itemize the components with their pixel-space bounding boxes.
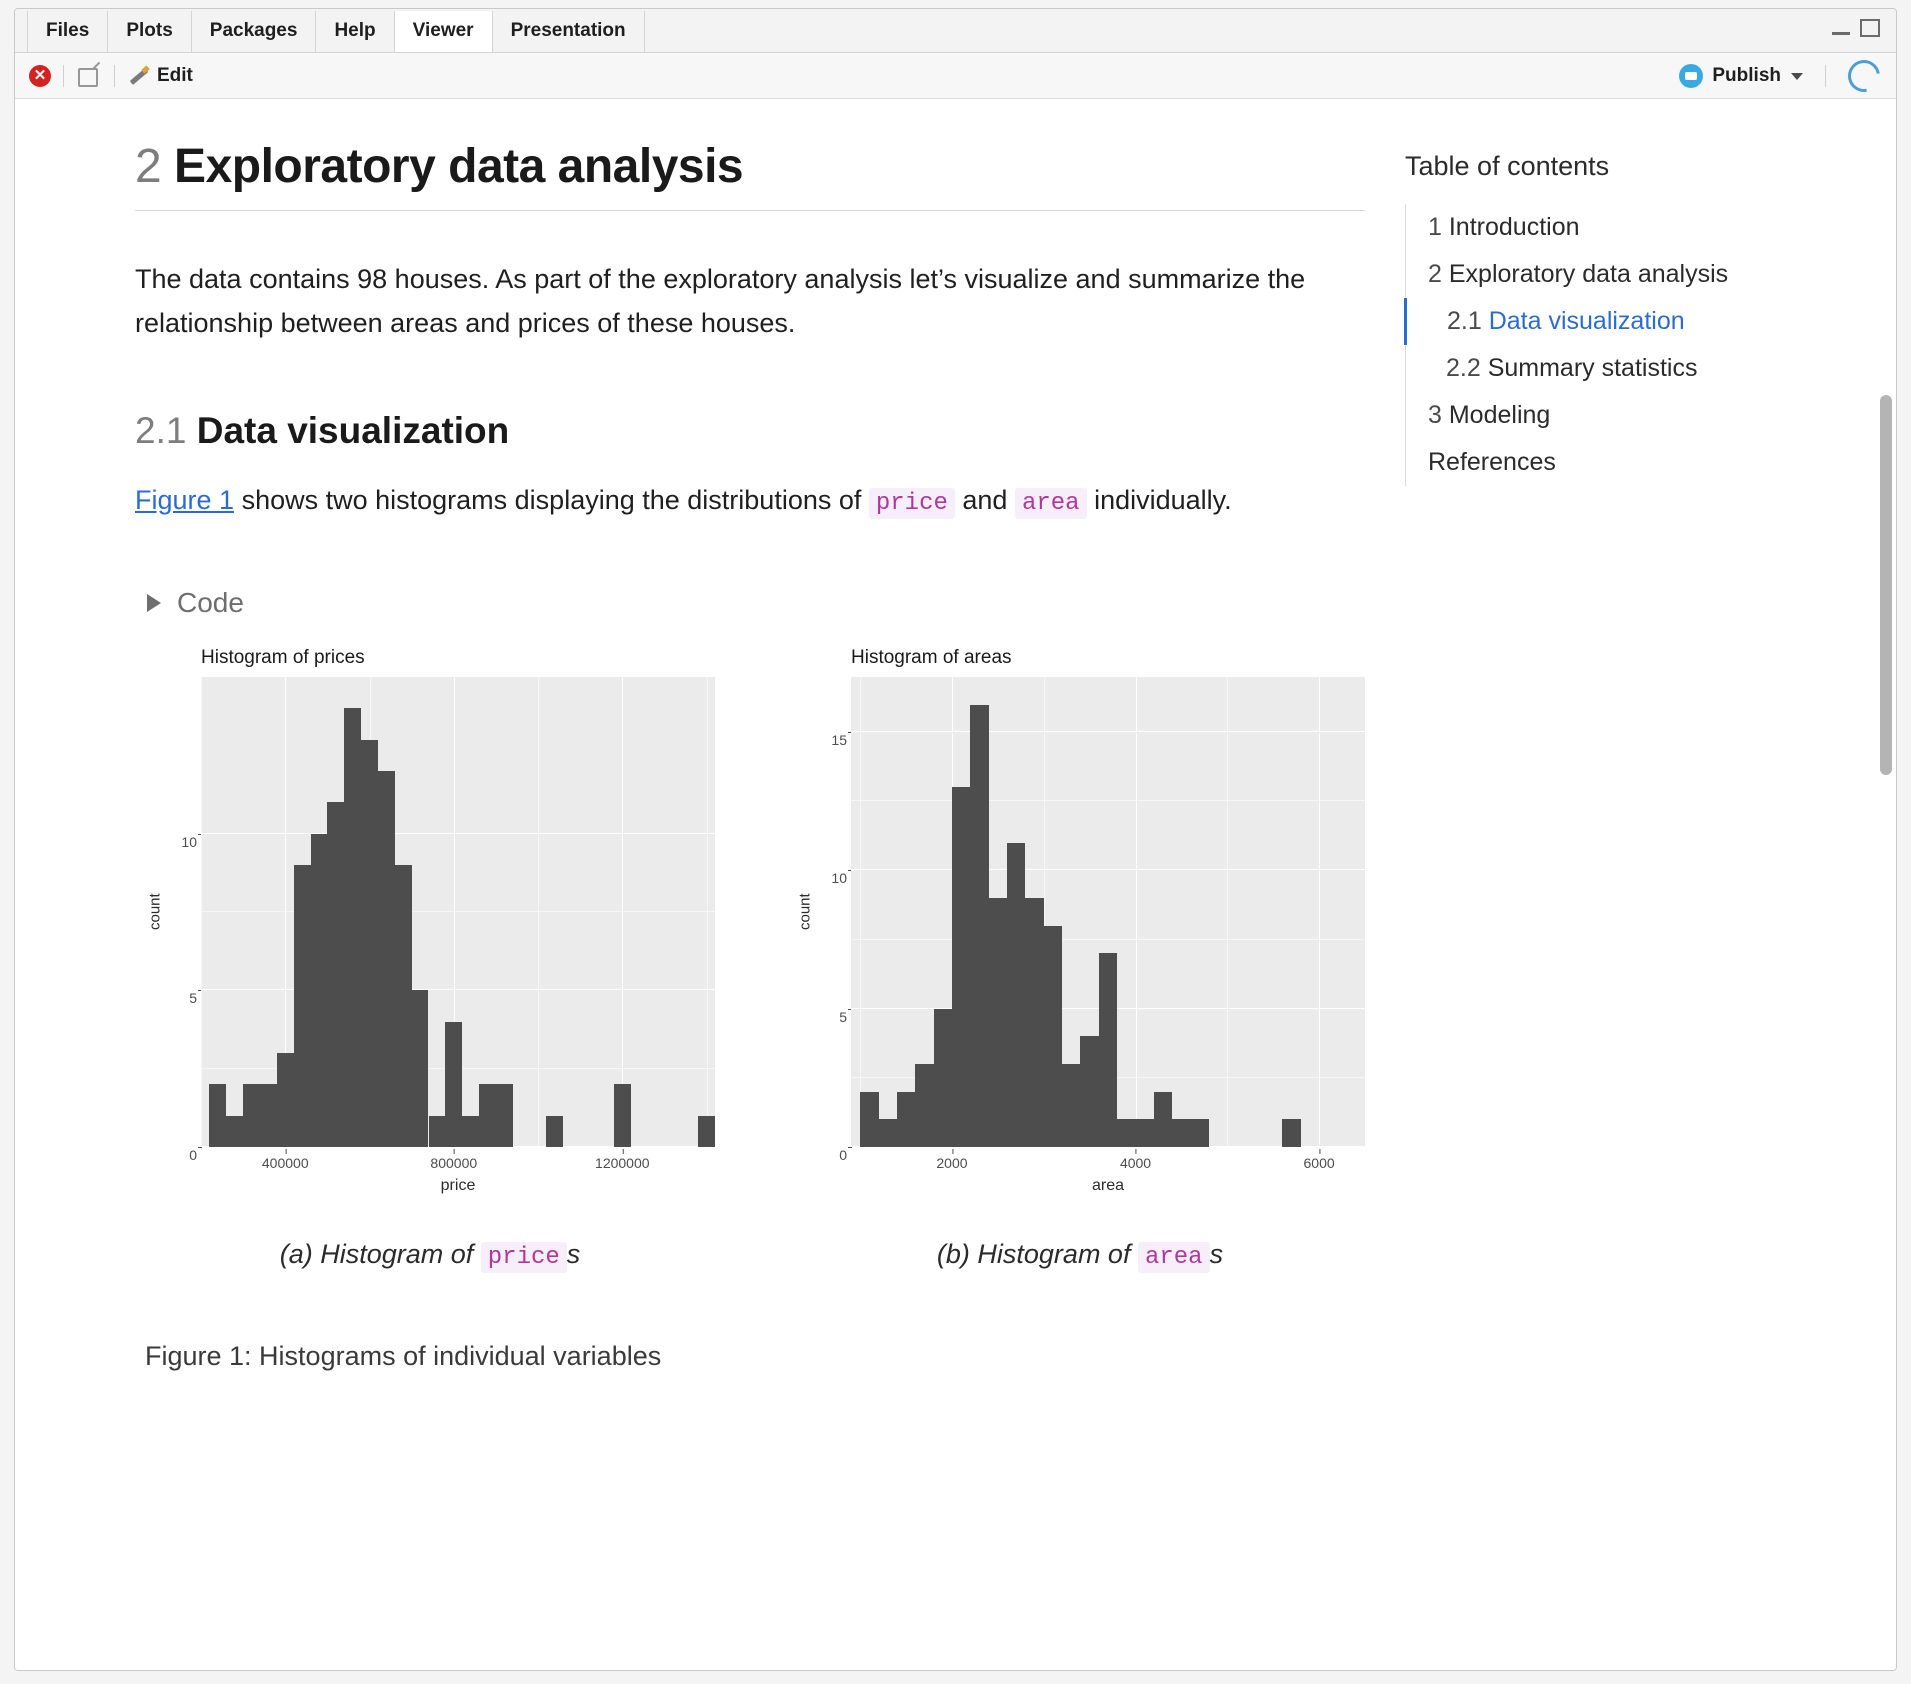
histogram-bar	[1136, 1119, 1154, 1147]
quarto-document	[15, 99, 1896, 1372]
section-title: Data visualization	[196, 409, 510, 451]
toc-item-label: References	[1428, 448, 1556, 476]
tab-viewer[interactable]: Viewer	[395, 11, 493, 52]
stop-icon[interactable]: ✕	[29, 65, 51, 87]
inline-code-area: area	[1015, 488, 1087, 519]
rstudio-viewer-pane	[14, 8, 1897, 1671]
section-heading	[135, 410, 1365, 452]
tab-presentation[interactable]: Presentation	[493, 11, 645, 52]
histogram-bar	[412, 990, 429, 1147]
histogram-bar	[479, 1084, 496, 1147]
histogram-bar	[378, 771, 395, 1147]
minimize-icon[interactable]	[1832, 21, 1850, 35]
plot-b-yticks: 0 5 10 15	[831, 732, 847, 1163]
toolbar-divider-1	[63, 65, 64, 87]
toc-item-number: 2.2	[1446, 354, 1488, 382]
toolbar-divider-2	[114, 65, 115, 87]
subfigure-b	[795, 647, 1365, 1271]
toc-item-label: Modeling	[1448, 401, 1551, 429]
histogram-bar	[879, 1119, 897, 1147]
histogram-bar	[614, 1084, 631, 1147]
table-of-contents	[1405, 139, 1875, 1372]
histogram-bar	[1044, 926, 1062, 1147]
toc-item-references[interactable]	[1406, 439, 1875, 486]
refresh-icon[interactable]	[1842, 54, 1887, 99]
edit-button[interactable]	[127, 65, 193, 87]
toc-item-summary-statistics[interactable]	[1406, 345, 1875, 392]
x-tick-label: 4000	[1119, 1154, 1152, 1171]
toolbar-right-group	[1679, 53, 1880, 99]
histogram-bar	[1007, 843, 1025, 1147]
toc-list	[1405, 204, 1875, 486]
maximize-icon[interactable]	[1860, 19, 1880, 37]
toc-item-introduction[interactable]	[1406, 204, 1875, 251]
publish-button[interactable]	[1679, 64, 1781, 88]
plot-a-panel	[201, 677, 715, 1147]
toc-item-exploratory-data-analysis[interactable]	[1406, 251, 1875, 298]
publish-icon	[1679, 64, 1703, 88]
viewer-content	[15, 99, 1896, 1670]
x-tick-label: 400000	[261, 1154, 309, 1171]
subcaption-b-code: area	[1138, 1242, 1210, 1273]
histogram-bar	[1025, 898, 1043, 1147]
histogram-bar	[395, 865, 412, 1147]
gridline-horizontal	[201, 989, 715, 990]
subcaption-b-suffix: s	[1209, 1238, 1224, 1269]
gridline-horizontal	[851, 869, 1365, 870]
viewer-toolbar	[15, 53, 1896, 99]
histogram-bar	[934, 1009, 952, 1147]
histogram-bar	[952, 787, 970, 1146]
toc-title: Table of contents	[1405, 151, 1610, 181]
toc-item-number: 2	[1428, 260, 1449, 288]
histogram-bar	[496, 1084, 513, 1147]
subcaption-a-code: price	[481, 1242, 567, 1273]
chevron-down-icon[interactable]	[1791, 73, 1803, 80]
section-number: 2.1	[135, 409, 187, 451]
plot-b-panel	[851, 677, 1365, 1147]
gridline-horizontal-minor	[201, 911, 715, 912]
plot-b-title: Histogram of areas	[851, 646, 1012, 668]
popout-icon[interactable]	[76, 64, 102, 88]
histogram-bar	[970, 705, 988, 1147]
publish-button-label: Publish	[1712, 65, 1781, 86]
toolbar-divider-3	[1825, 65, 1826, 87]
plot-a-title: Histogram of prices	[201, 646, 365, 668]
histogram-bar	[1117, 1119, 1135, 1147]
histogram-bar	[226, 1116, 243, 1147]
histogram-bar	[860, 1092, 878, 1147]
histogram-bar	[546, 1116, 563, 1147]
x-tick-label: 6000	[1303, 1154, 1335, 1171]
toc-item-label: Data visualization	[1488, 307, 1685, 335]
content-scrollbar[interactable]	[1880, 105, 1892, 1664]
histogram-bar	[1172, 1119, 1190, 1147]
document-main-column	[135, 139, 1365, 1372]
histogram-bar	[311, 834, 328, 1147]
window-controls	[1832, 19, 1880, 37]
code-disclosure-toggle[interactable]	[147, 587, 1365, 619]
tab-packages[interactable]: Packages	[192, 11, 317, 52]
figure-1-link[interactable]: Figure 1	[135, 484, 235, 515]
x-tick-label: 800000	[430, 1154, 478, 1171]
subfigure-a-caption	[145, 1239, 715, 1271]
gridline-vertical	[1136, 677, 1137, 1147]
gridline-horizontal	[851, 731, 1365, 732]
subfigure-b-caption	[795, 1239, 1365, 1271]
plot-a-ylabel: count	[146, 893, 164, 931]
subcaption-a-suffix: s	[566, 1238, 581, 1269]
pencil-icon	[127, 65, 149, 87]
gridline-horizontal-minor	[851, 939, 1365, 940]
toc-item-label: Introduction	[1448, 213, 1580, 241]
histogram-bar	[989, 898, 1007, 1147]
histogram-bar	[698, 1116, 715, 1147]
sentence-fragment-3: individually.	[1086, 484, 1232, 515]
intro-paragraph: The data contains 98 houses. As part of the exploratory analysis let’s visualize and summarize the relationship between areas and prices of these houses.	[135, 264, 1306, 339]
x-tick-label: 1200000	[595, 1154, 650, 1171]
code-toggle-label: Code	[177, 586, 244, 618]
toc-item-number: 2.1	[1447, 307, 1489, 335]
edit-button-label: Edit	[157, 64, 193, 86]
histogram-bar	[462, 1116, 479, 1147]
gridline-vertical-minor	[538, 677, 539, 1147]
sentence-fragment-2: and	[954, 484, 1015, 515]
gridline-vertical	[622, 677, 623, 1147]
histogram-bar	[1080, 1036, 1098, 1147]
gridline-vertical	[1319, 677, 1320, 1147]
histogram-bar	[915, 1064, 933, 1147]
histogram-bar	[445, 1022, 462, 1147]
toc-item-number: 1	[1428, 213, 1449, 241]
tab-plots[interactable]: Plots	[108, 11, 191, 52]
histogram-bar	[277, 1053, 294, 1147]
histogram-bar	[209, 1084, 226, 1147]
subcaption-a-prefix: (a) Histogram of	[279, 1238, 481, 1269]
histogram-bar	[1154, 1092, 1172, 1147]
histogram-bar	[243, 1084, 260, 1147]
histogram-bar	[1282, 1119, 1300, 1147]
histogram-bar	[429, 1116, 446, 1147]
toc-item-label: Exploratory data analysis	[1448, 260, 1729, 288]
tab-files[interactable]: Files	[27, 11, 108, 52]
gridline-vertical-minor	[860, 677, 861, 1147]
toc-item-modeling[interactable]	[1406, 392, 1875, 439]
subcaption-b-prefix: (b) Histogram of	[936, 1238, 1138, 1269]
x-tick-label: 2000	[936, 1154, 968, 1171]
chevron-right-icon	[147, 594, 161, 612]
histogram-bar	[327, 802, 344, 1147]
histogram-bar	[1191, 1119, 1209, 1147]
figure-caption: Figure 1: Histograms of individual variables	[145, 1340, 662, 1371]
plot-a-xlabel: price	[440, 1176, 476, 1194]
tab-help[interactable]: Help	[316, 11, 394, 52]
toc-item-data-visualization[interactable]	[1404, 298, 1875, 345]
histogram-bar	[294, 865, 311, 1147]
figure-1	[135, 647, 1365, 1271]
gridline-vertical-minor	[201, 677, 202, 1147]
sentence-fragment-1: shows two histograms displaying the distributions of	[234, 484, 869, 515]
inline-code-price: price	[869, 488, 955, 519]
chapter-number: 2	[135, 140, 162, 193]
histogram-bar	[897, 1092, 915, 1147]
plot-a-xticks	[201, 1147, 715, 1173]
gridline-vertical-minor	[1227, 677, 1228, 1147]
histogram-bar	[1099, 953, 1117, 1147]
pane-tabbar	[15, 9, 1896, 53]
histogram-bar	[344, 708, 361, 1147]
gridline-horizontal-minor	[851, 800, 1365, 801]
subfigure-a	[145, 647, 715, 1271]
page-title	[135, 139, 1365, 211]
gridline-vertical-minor	[707, 677, 708, 1147]
gridline-horizontal	[201, 833, 715, 834]
chapter-title: Exploratory data analysis	[174, 140, 744, 193]
histogram-bar	[260, 1084, 277, 1147]
toc-item-number: 3	[1428, 401, 1449, 429]
histogram-bar	[1062, 1064, 1080, 1147]
histogram-bar	[361, 740, 378, 1147]
scrollbar-thumb[interactable]	[1880, 395, 1892, 775]
figure-reference-sentence	[135, 478, 1350, 523]
plot-a-yticks: 0 5 10	[181, 833, 197, 1163]
plot-b-ylabel: count	[796, 893, 814, 931]
plot-b-xticks	[851, 1147, 1365, 1173]
toc-item-label: Summary statistics	[1487, 354, 1698, 382]
plot-b-xlabel: area	[1091, 1176, 1125, 1194]
